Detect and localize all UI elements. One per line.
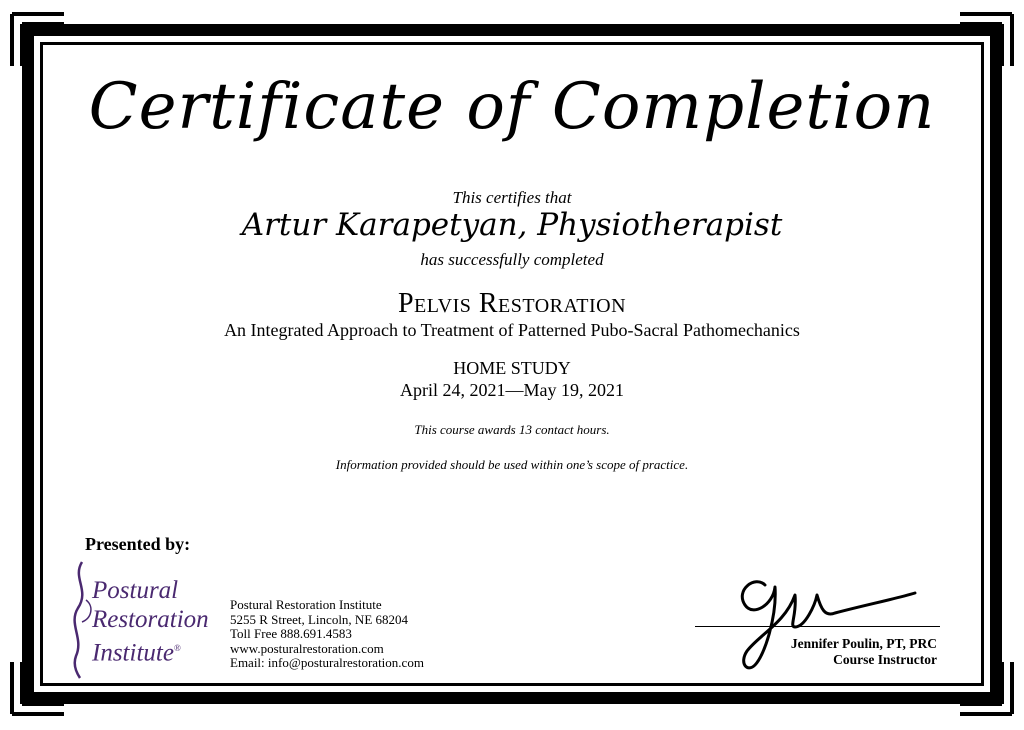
course-dates: April 24, 2021—May 19, 2021 — [400, 380, 624, 400]
certificate-title: Certificate of Completion — [88, 70, 936, 144]
instructor-role: Course Instructor — [833, 652, 937, 667]
completed-text: has successfully completed — [420, 250, 604, 269]
corner-ornament-top-right — [956, 10, 1016, 70]
corner-ornament-top-left — [8, 10, 68, 70]
address-line: Email: info@posturalrestoration.com — [230, 655, 424, 670]
corner-ornament-bottom-right — [956, 658, 1016, 718]
institute-address — [230, 598, 424, 671]
instructor-name: Jennifer Poulin, PT, PRC — [790, 636, 937, 651]
course-format: HOME STUDY — [453, 358, 571, 378]
presented-by-label: Presented by: — [85, 534, 191, 554]
address-line: Postural Restoration Institute — [230, 597, 382, 612]
logo-line-restoration: Restoration — [92, 606, 209, 633]
recipient-name: Artur Karapetyan, Physiotherapist — [241, 207, 783, 243]
course-subtitle: An Integrated Approach to Treatment of Patterned Pubo-Sacral Pathomechanics — [224, 320, 800, 340]
corner-ornament-bottom-left — [8, 658, 68, 718]
instructor-block — [700, 636, 937, 668]
scope-note: Information provided should be used within one’s scope of practice. — [335, 457, 689, 472]
signature-line — [695, 626, 940, 627]
certifies-text: This certifies that — [452, 188, 572, 207]
logo-line-institute: Institute — [92, 639, 174, 667]
logo-line-postural: Postural — [92, 577, 179, 604]
course-title: Pelvis Restoration — [397, 288, 627, 319]
address-line: www.posturalrestoration.com — [230, 640, 384, 656]
institute-logo — [64, 560, 234, 680]
registered-mark: ® — [173, 643, 181, 653]
contact-hours-note: This course awards 13 contact hours. — [414, 422, 610, 437]
address-line: Toll Free 888.691.4583 — [230, 626, 352, 641]
address-line: 5255 R Street, Lincoln, NE 68204 — [230, 611, 409, 627]
